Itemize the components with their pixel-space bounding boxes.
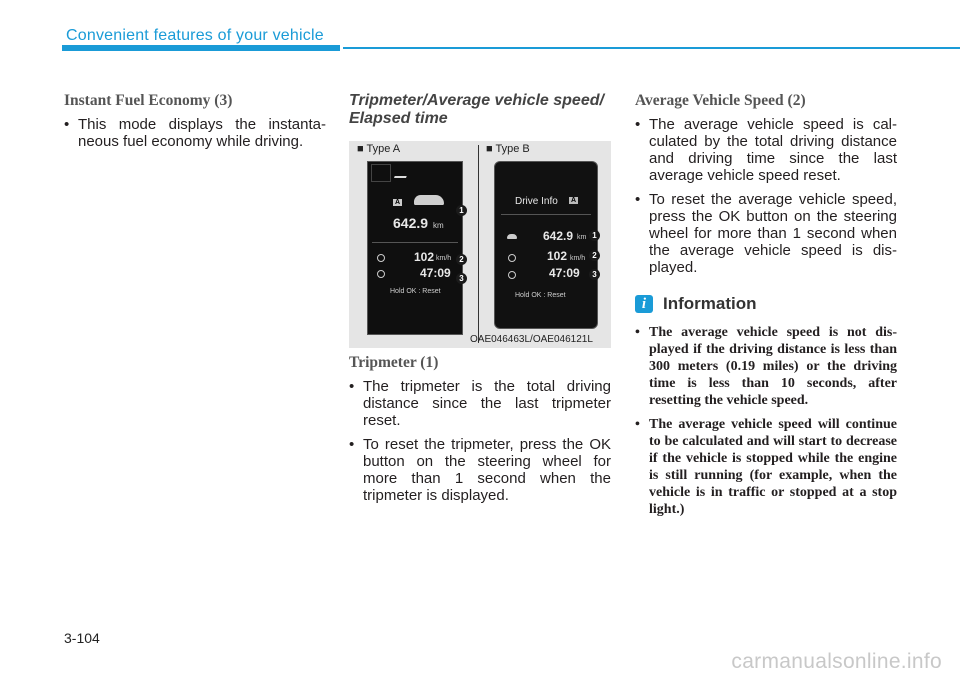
speed-value: 102 [414,250,435,264]
divider [501,214,591,215]
distance-value: 642.9 [393,215,429,231]
car-icon [414,195,444,205]
speed-value: 102 [547,249,568,263]
bullet-item: • To reset the tripmeter, press the OK button on the steering wheel for more than 1 second when the tripmeter is displayed. [349,436,611,504]
callout-2: 2 [589,250,600,261]
bullet-item: • To reset the average vehicle speed, press the OK button on the steering wheel for more than 1 second when the average vehicle speed is displayed. [635,191,897,276]
heading-tripmeter-group: Tripmeter/Average vehicle speed/ Elapsed time [349,92,604,127]
callout-1: 1 [456,205,467,216]
mode-tile [371,164,391,182]
screen-type-a [367,161,463,335]
column-average-speed [635,92,897,525]
watermark: carmanualsonline.info [731,650,942,673]
type-a-label: ■ Type A [357,143,401,155]
information-list [635,324,897,518]
callout-2: 2 [456,254,467,265]
heading-tripmeter: Tripmeter (1) [349,354,439,371]
type-b-label: ■ Type B [486,143,530,155]
bullet-item: • This mode displays the instantaneous fuel economy while driving. [64,116,326,150]
callout-3: 3 [456,273,467,284]
bullet-list [64,116,326,150]
header-accent-bar [62,45,340,51]
callout-1: 1 [589,230,600,241]
speed-unit: km/h [570,255,586,262]
trip-mode-icon [394,167,410,178]
distance-unit: km [577,234,587,241]
column-tripmeter [349,92,611,128]
drive-info-title: Drive Info [515,196,558,207]
info-bullet-item: • The average vehicle speed will continue to be calculated and will start to decrease if the vehicle is stopped while the engine is still running (for example, when the vehicle is in traffic or stopped at a stop light.) [635,416,897,518]
bullet-item: • The tripmeter is the total driving distance since the last tripmeter reset. [349,378,611,429]
page-number: 3-104 [64,630,100,646]
divider [372,242,458,243]
screen-type-b [494,161,598,329]
figure-caption: OAE046463L/OAE046121L [470,334,593,345]
information-title: Information [663,294,757,313]
callout-3: 3 [589,269,600,280]
car-icon [507,234,517,239]
bullet-list [349,378,611,504]
mode-badge: A [395,199,401,206]
column-tripmeter-text [349,354,611,511]
info-icon: i [635,295,653,313]
column-instant-fuel-economy [64,92,326,157]
distance-unit: km [433,221,444,230]
info-bullet-item: • The average vehicle speed is not displayed if the driving distance is less than 300 meters (0.19 miles) or the driving time is less than 10 seconds, after resetting the vehicle speed. [635,324,897,409]
cluster-display-figure [349,141,611,348]
speedometer-icon [377,254,385,262]
heading-instant-fuel-economy: Instant Fuel Economy (3) [64,92,233,109]
header-rule [343,47,960,49]
bullet-item: • The average vehicle speed is calculated by the total driving distance and driving time since the last average vehicle speed reset. [635,116,897,184]
bullet-list [635,116,897,276]
clock-icon [377,270,385,278]
section-header-title: Convenient features of your vehicle [66,27,324,44]
reset-hint: Hold OK : Reset [515,292,566,299]
time-value: 47:09 [549,266,580,280]
clock-icon [508,271,516,279]
speedometer-icon [508,254,516,262]
figure-divider [478,145,479,343]
heading-average-vehicle-speed: Average Vehicle Speed (2) [635,92,806,109]
speed-unit: km/h [436,255,452,262]
distance-value: 642.9 [543,229,574,243]
information-box-header [635,294,897,314]
reset-hint: Hold OK : Reset [390,288,441,295]
time-value: 47:09 [420,266,451,280]
mode-badge: A [571,197,577,204]
